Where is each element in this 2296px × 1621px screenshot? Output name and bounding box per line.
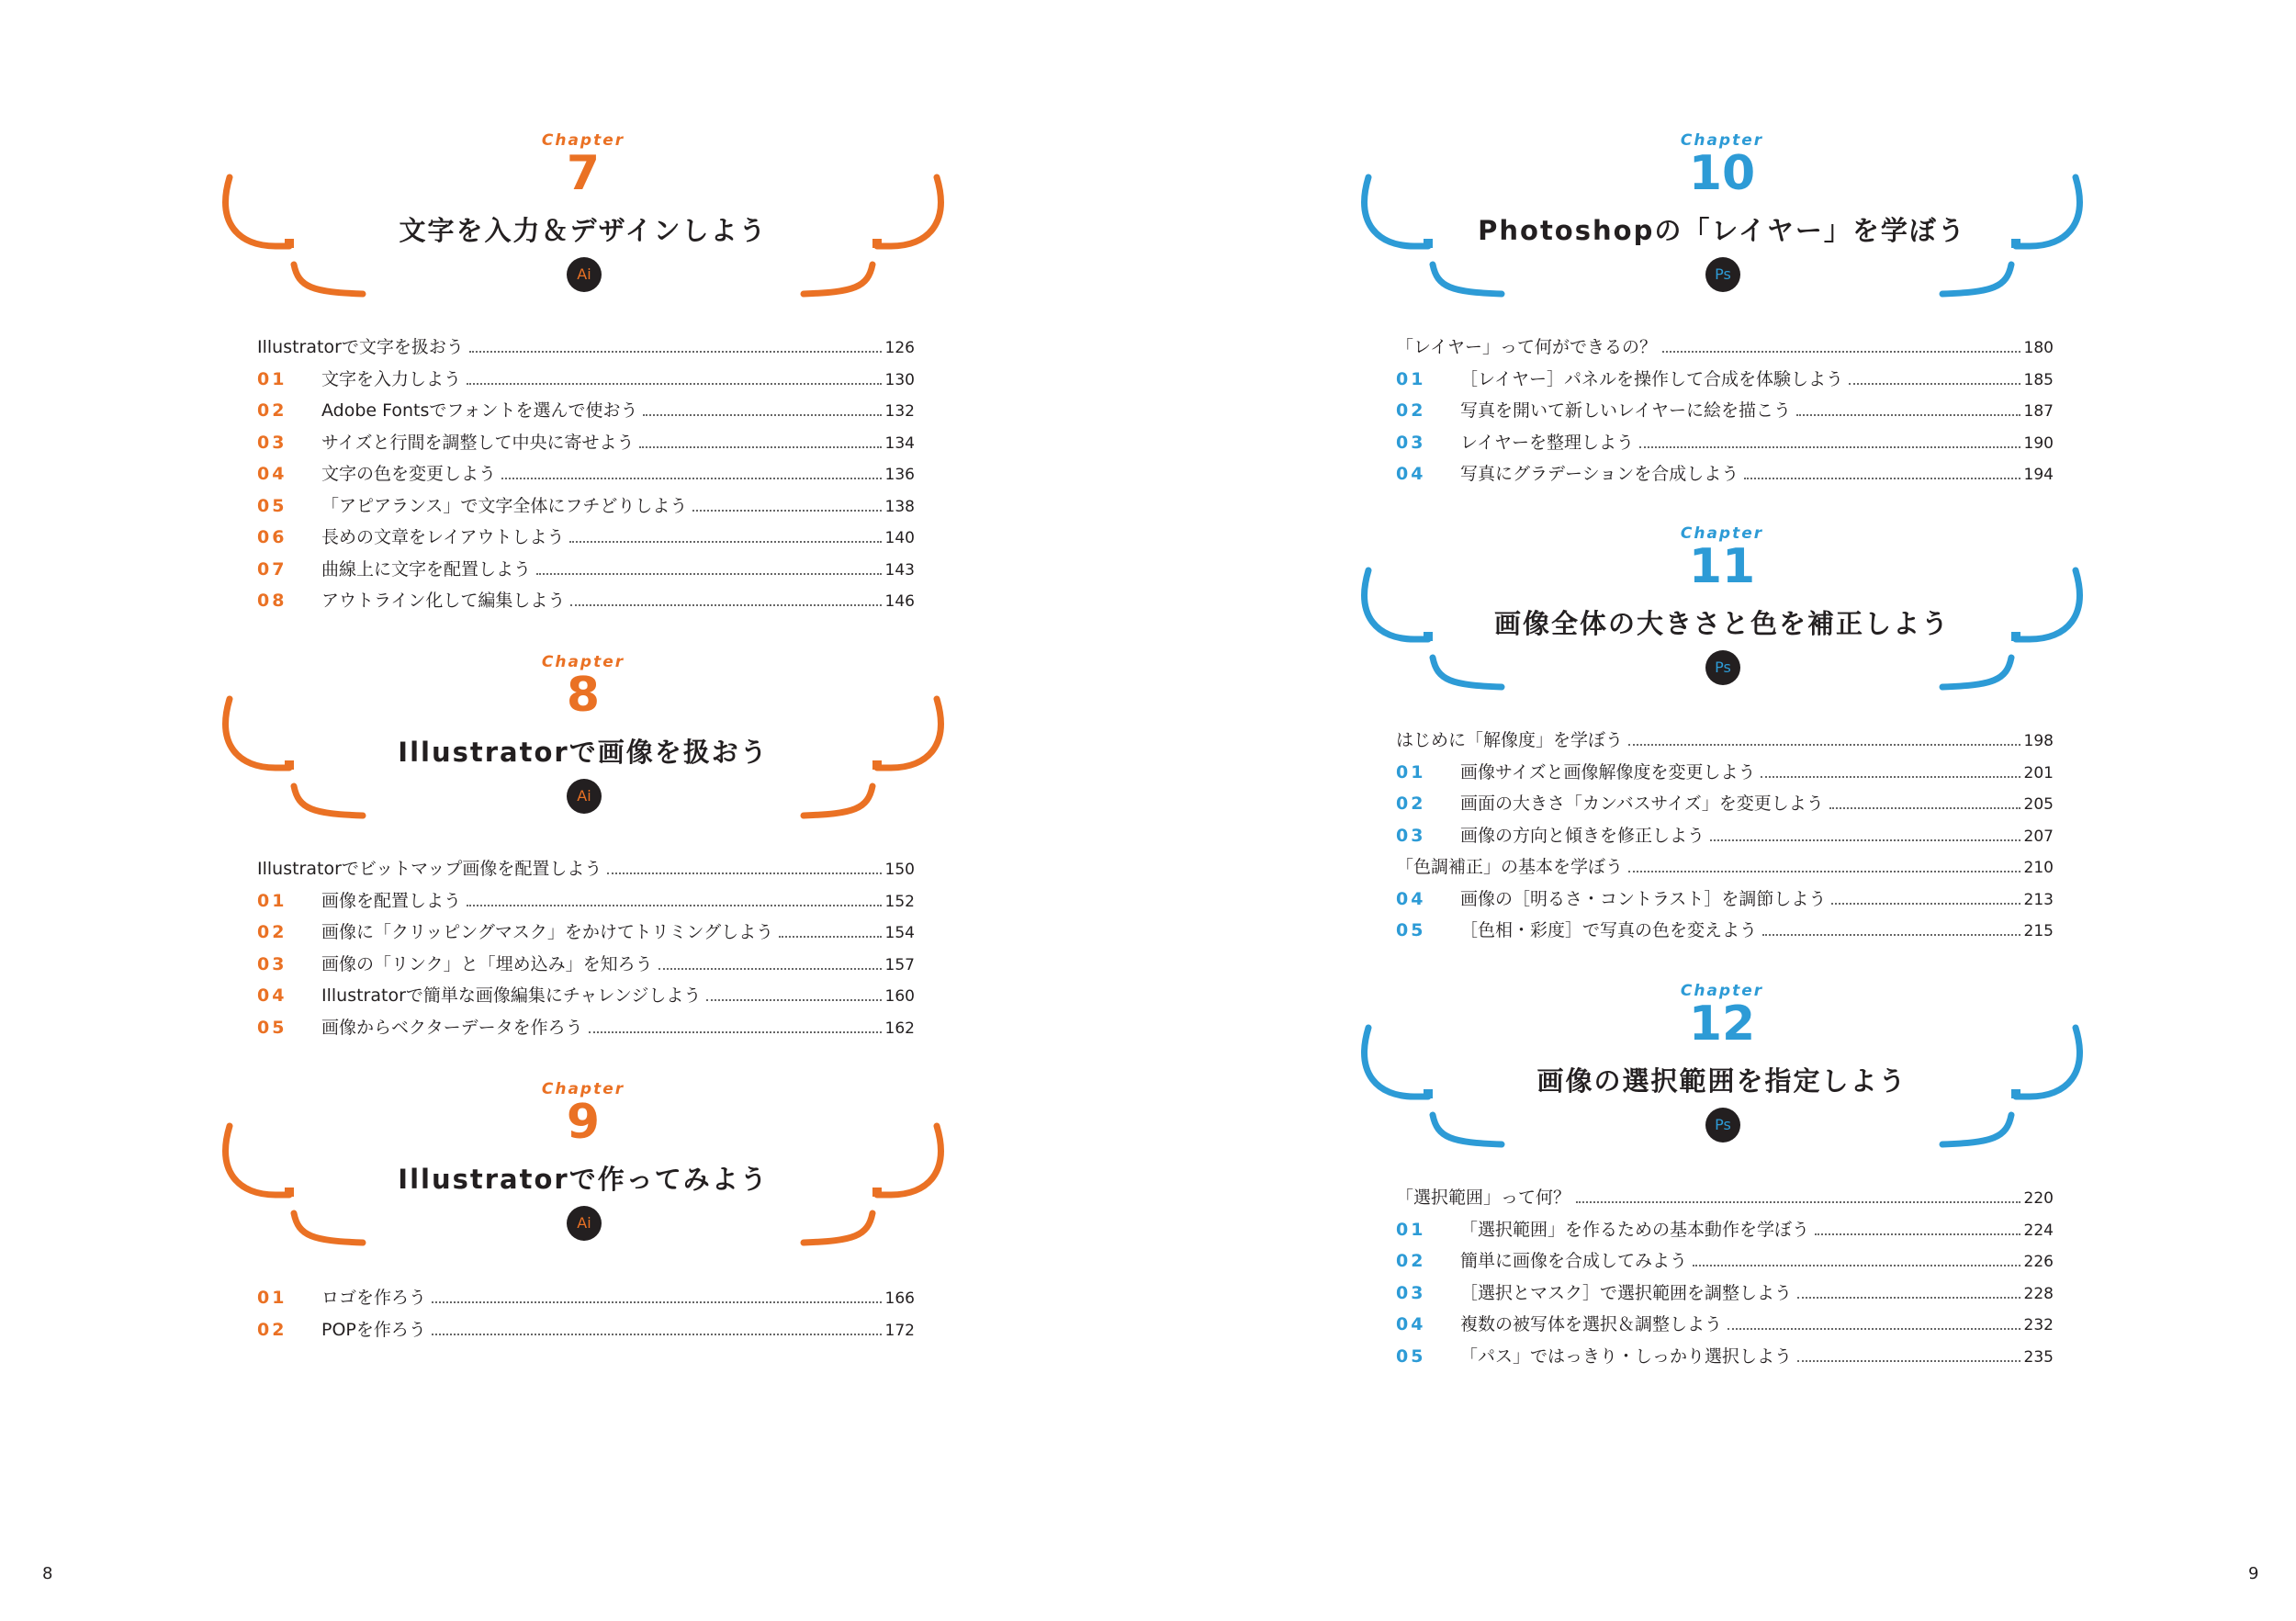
leader-dots [1662, 351, 2020, 353]
lesson-number: 08 [257, 591, 287, 611]
lesson-number: 01 [1396, 761, 1426, 782]
toc-entry-title: レイヤーを整理しよう [1460, 432, 1635, 453]
toc-entry-title: Illustratorで簡単な画像編集にチャレンジしよう [321, 985, 702, 1006]
lesson-number: 02 [1396, 1251, 1426, 1271]
leader-dots [779, 936, 881, 938]
toc-entry-title: 画像に「クリッピングマスク」をかけてトリミングしよう [321, 922, 774, 942]
toc-row[interactable] [257, 556, 915, 588]
chapter-12-toc [1396, 1184, 2054, 1374]
leader-dots [1576, 1201, 2020, 1203]
toc-page-number: 162 [884, 1019, 915, 1038]
lesson-number: 01 [257, 368, 287, 389]
toc-page-number: 228 [2023, 1284, 2054, 1303]
lesson-number: 05 [257, 495, 287, 516]
toc-entry-title: 「選択範囲」って何？ [1396, 1188, 1571, 1208]
toc-row[interactable] [257, 397, 915, 429]
leader-dots [1693, 1265, 2020, 1266]
photoshop-app-icon: Ps [1705, 257, 1740, 292]
toc-page-number: 138 [884, 497, 915, 516]
toc-entry-title: 「アピアランス」で文字全体にフチどりしよう [321, 495, 688, 516]
lesson-number: 04 [1396, 464, 1426, 484]
toc-row[interactable] [257, 918, 915, 951]
leader-dots [1628, 744, 2020, 746]
toc-page-number: 205 [2023, 795, 2054, 814]
chapter-9-toc [257, 1284, 915, 1347]
toc-entry-title: POPを作ろう [321, 1319, 426, 1340]
toc-intro-row[interactable] [1396, 726, 2054, 759]
leader-dots [569, 541, 881, 543]
toc-row[interactable] [1396, 1279, 2054, 1311]
toc-intro-row[interactable] [1396, 853, 2054, 885]
lesson-number: 03 [1396, 1282, 1426, 1303]
chapter-label: Chapter [541, 131, 625, 150]
lesson-number: 04 [1396, 888, 1426, 909]
toc-page-number: 194 [2023, 466, 2054, 484]
chapter-label: Chapter [1680, 131, 1764, 150]
leader-dots [469, 351, 882, 353]
leader-dots [1797, 1360, 2020, 1362]
toc-entry-title: 画像からベクターデータを作ろう [321, 1017, 583, 1038]
toc-row[interactable] [257, 460, 915, 492]
toc-page-number: 146 [884, 592, 915, 611]
leader-dots [467, 905, 882, 906]
toc-row[interactable] [1396, 759, 2054, 791]
toc-row[interactable] [257, 1316, 915, 1348]
toc-entry-title: ［レイヤー］パネルを操作して合成を体験しよう [1460, 368, 1844, 389]
lesson-number: 05 [1396, 920, 1426, 940]
toc-entry-title: ロゴを作ろう [321, 1288, 427, 1308]
toc-page-number: 198 [2023, 732, 2054, 750]
chapter-8 [220, 653, 946, 1038]
chapter-number: 7 [566, 146, 601, 201]
toc-page-number: 232 [2023, 1316, 2054, 1334]
chapter-12-header [1359, 982, 2085, 1147]
toc-entry-title: Adobe Fontsでフォントを選んで使おう [321, 400, 638, 421]
toc-entry-title: 写真を開いて新しいレイヤーに絵を描こう [1460, 400, 1792, 421]
toc-page-number: 187 [2023, 402, 2054, 421]
toc-entry-title: 「レイヤー」って何ができるの？ [1396, 337, 1658, 357]
leader-dots [643, 414, 881, 416]
toc-entry-title: アウトライン化して編集しよう [321, 591, 566, 611]
lesson-number: 01 [257, 890, 287, 911]
lesson-number: 01 [1396, 1219, 1426, 1240]
leader-dots [432, 1301, 882, 1303]
toc-page-number: 220 [2023, 1189, 2054, 1208]
toc-page-number: 210 [2023, 859, 2054, 877]
toc-row[interactable] [257, 366, 915, 398]
toc-page-number: 152 [884, 892, 915, 911]
chapter-11 [1359, 524, 2085, 940]
lesson-number: 03 [257, 953, 287, 974]
illustrator-app-icon: Ai [567, 1206, 602, 1241]
toc-page-number: 154 [884, 924, 915, 942]
toc-entry-title: Illustratorで文字を扱おう [257, 337, 464, 357]
toc-entry-title: サイズと行間を調整して中央に寄せよう [321, 432, 635, 453]
chapter-10 [1359, 131, 2085, 484]
toc-page-number: 134 [884, 433, 915, 453]
toc-row[interactable] [1396, 429, 2054, 461]
leader-dots [1728, 1328, 2020, 1330]
lesson-number: 04 [257, 985, 287, 1006]
chapter-7-header [220, 131, 946, 297]
chapter-11-header [1359, 524, 2085, 690]
chapter-label: Chapter [541, 653, 625, 671]
toc-row[interactable] [257, 429, 915, 461]
lesson-number: 07 [257, 558, 287, 580]
toc-entry-title: 文字の色を変更しよう [321, 464, 497, 484]
chapter-number: 11 [1688, 539, 1756, 594]
lesson-number: 05 [1396, 1345, 1426, 1367]
leader-dots [1831, 903, 2020, 905]
leader-dots [1829, 807, 2020, 809]
toc-page-number: 136 [884, 466, 915, 484]
toc-entry-title: 画像の「リンク」と「埋め込み」を知ろう [321, 953, 653, 974]
toc-row[interactable] [257, 492, 915, 524]
toc-entry-title: 画面の大きさ「カンバスサイズ」を変更しよう [1460, 794, 1824, 814]
leader-dots [501, 478, 882, 479]
leader-dots [1797, 1297, 2020, 1299]
toc-entry-title: 「パス」ではっきり・しっかり選択しよう [1460, 1345, 1793, 1367]
chapter-11-toc [1396, 726, 2054, 949]
lesson-number: 02 [257, 1319, 287, 1340]
chapter-label: Chapter [1680, 982, 1764, 1000]
leader-dots [639, 446, 881, 448]
toc-page-number: 166 [884, 1289, 915, 1308]
leader-dots [1761, 776, 2020, 778]
leader-dots [658, 968, 882, 970]
toc-entry-title: 簡単に画像を合成してみよう [1460, 1251, 1688, 1271]
toc-page-number: 143 [884, 560, 915, 580]
lesson-number: 02 [1396, 400, 1426, 421]
chapter-8-header [220, 653, 946, 818]
toc-entry-title: 「選択範囲」を作るための基本動作を学ぼう [1460, 1219, 1810, 1240]
leader-dots [1796, 414, 2020, 416]
toc-page-number: 150 [884, 861, 915, 879]
lesson-number: 01 [257, 1288, 287, 1308]
toc-entry-title: 曲線上に文字を配置しよう [321, 558, 532, 580]
chapter-title: 文字を入力＆デザインしよう [399, 215, 768, 246]
leader-dots [1815, 1233, 2020, 1235]
leader-dots [1628, 871, 2020, 872]
toc-page-number: 126 [884, 339, 915, 357]
toc-row[interactable] [257, 887, 915, 919]
chapter-title: Illustratorで作ってみよう [398, 1164, 769, 1195]
toc-page-number: 224 [2023, 1221, 2054, 1240]
toc-page-number: 172 [884, 1321, 915, 1340]
leader-dots [536, 573, 882, 575]
chapter-7 [220, 131, 946, 611]
leader-dots [607, 872, 881, 874]
toc-row[interactable] [1396, 1311, 2054, 1343]
toc-intro-row[interactable] [1396, 333, 2054, 366]
toc-row[interactable] [257, 951, 915, 983]
lesson-number: 03 [1396, 825, 1426, 846]
toc-page-number: 226 [2023, 1253, 2054, 1271]
toc-row[interactable] [1396, 790, 2054, 822]
chapter-8-toc [257, 855, 915, 1045]
toc-entry-title: 文字を入力しよう [321, 368, 462, 389]
toc-intro-row[interactable] [1396, 1184, 2054, 1216]
toc-row[interactable] [1396, 1247, 2054, 1279]
toc-entry-title: 画像を配置しよう [321, 890, 462, 911]
chapter-label: Chapter [1680, 524, 1764, 543]
toc-entry-title: 画像の［明るさ・コントラスト］を調節しよう [1460, 888, 1827, 909]
photoshop-app-icon: Ps [1705, 1108, 1740, 1143]
toc-page-number: 213 [2023, 890, 2054, 909]
toc-page-number: 201 [2023, 763, 2054, 782]
lesson-number: 04 [1396, 1314, 1426, 1334]
chapter-number: 9 [566, 1095, 601, 1150]
chapter-10-header [1359, 131, 2085, 297]
toc-row[interactable] [1396, 366, 2054, 398]
toc-entry-title: 画像サイズと画像解像度を変更しよう [1460, 761, 1756, 782]
leader-dots [692, 510, 881, 512]
chapter-7-toc [257, 333, 915, 619]
chapter-number: 10 [1688, 146, 1756, 201]
lesson-number: 02 [257, 400, 287, 421]
leader-dots [467, 383, 882, 385]
chapter-12 [1359, 982, 2085, 1367]
leader-dots [570, 604, 881, 606]
toc-intro-row[interactable] [257, 855, 915, 887]
leader-dots [589, 1031, 882, 1033]
toc-entry-title: 写真にグラデーションを合成しよう [1460, 464, 1739, 484]
illustrator-app-icon: Ai [567, 779, 602, 814]
photoshop-app-icon: Ps [1705, 650, 1740, 685]
chapter-title: Photoshopの「レイヤー」を学ぼう [1478, 215, 1966, 246]
chapter-9 [220, 1080, 946, 1340]
toc-row[interactable] [1396, 1216, 2054, 1248]
page-number-left: 8 [42, 1564, 53, 1583]
toc-entry-title: 「色調補正」の基本を学ぼう [1396, 857, 1624, 877]
toc-row[interactable] [1396, 885, 2054, 917]
toc-page-number: 180 [2023, 339, 2054, 357]
toc-page-number: 207 [2023, 827, 2054, 846]
toc-entry-title: ［選択とマスク］で選択範囲を調整しよう [1460, 1282, 1793, 1303]
toc-entry-title: ［色相・彩度］で写真の色を変えよう [1460, 920, 1758, 940]
toc-row[interactable] [1396, 460, 2054, 492]
leader-dots [1762, 934, 2020, 936]
toc-row[interactable] [1396, 397, 2054, 429]
leader-dots [432, 1334, 882, 1335]
toc-row[interactable] [1396, 917, 2054, 949]
toc-page-number: 235 [2023, 1347, 2054, 1367]
toc-row[interactable] [1396, 822, 2054, 854]
lesson-number: 05 [257, 1017, 287, 1038]
lesson-number: 01 [1396, 368, 1426, 389]
page-number-right: 9 [2248, 1564, 2259, 1583]
toc-row[interactable] [257, 982, 915, 1014]
toc-page-number: 185 [2023, 370, 2054, 389]
leader-dots [1849, 383, 2020, 385]
lesson-number: 03 [1396, 432, 1426, 453]
toc-page-number: 130 [884, 370, 915, 389]
toc-entry-title: 長めの文章をレイアウトしよう [321, 527, 565, 547]
lesson-number: 03 [257, 432, 287, 453]
chapter-title: Illustratorで画像を扱おう [398, 737, 769, 768]
chapter-title: 画像全体の大きさと色を補正しよう [1493, 608, 1950, 639]
chapter-title: 画像の選択範囲を指定しよう [1536, 1065, 1908, 1097]
toc-page-number: 160 [884, 987, 915, 1006]
chapter-number: 12 [1688, 996, 1756, 1052]
lesson-number: 02 [257, 922, 287, 942]
leader-dots [1710, 839, 2020, 841]
toc-row[interactable] [257, 587, 915, 619]
leader-dots [1639, 446, 2020, 448]
chapter-9-header [220, 1080, 946, 1245]
toc-entry-title: Illustratorでビットマップ画像を配置しよう [257, 859, 602, 879]
toc-page-number: 190 [2023, 433, 2054, 453]
leader-dots [1744, 478, 2020, 479]
lesson-number: 06 [257, 527, 287, 547]
toc-row[interactable] [257, 523, 915, 556]
toc-entry-title: 画像の方向と傾きを修正しよう [1460, 825, 1705, 846]
toc-entry-title: 複数の被写体を選択＆調整しよう [1460, 1314, 1723, 1334]
chapter-number: 8 [566, 668, 601, 723]
toc-row[interactable] [257, 1014, 915, 1046]
toc-page-number: 132 [884, 402, 915, 421]
illustrator-app-icon: Ai [567, 257, 602, 292]
toc-row[interactable] [257, 1284, 915, 1316]
lesson-number: 04 [257, 464, 287, 484]
chapter-10-toc [1396, 333, 2054, 492]
toc-page-number: 215 [2023, 922, 2054, 940]
chapter-label: Chapter [541, 1080, 625, 1098]
toc-page-number: 140 [884, 529, 915, 547]
toc-intro-row[interactable] [257, 333, 915, 366]
toc-row[interactable] [1396, 1343, 2054, 1375]
toc-page-number: 157 [884, 955, 915, 974]
toc-entry-title: はじめに「解像度」を学ぼう [1396, 730, 1624, 750]
leader-dots [706, 999, 881, 1001]
lesson-number: 02 [1396, 794, 1426, 814]
